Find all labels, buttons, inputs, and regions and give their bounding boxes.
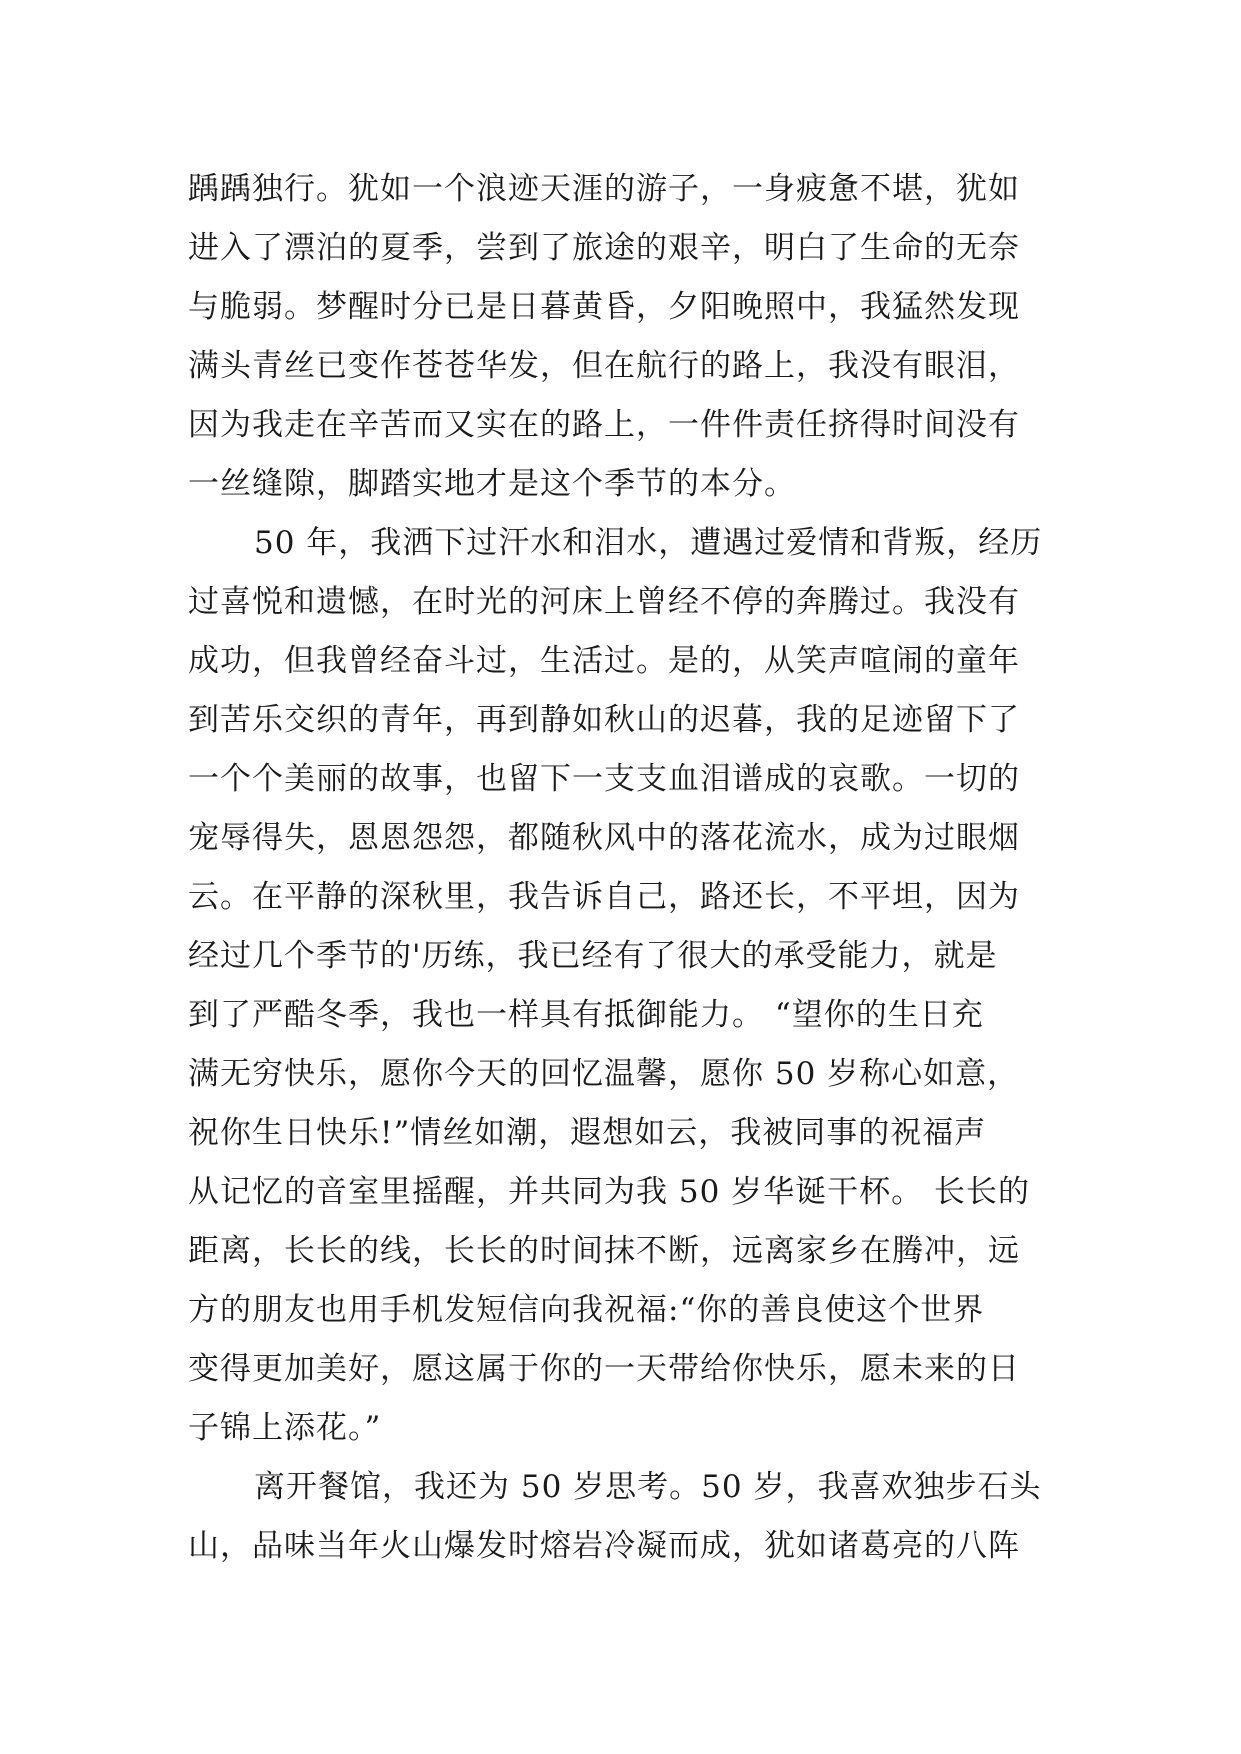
text-line: 到了严酷冬季，我也一样具有抵御能力。 “望你的生日充: [188, 997, 984, 1033]
text-line: 踽踽独行。犹如一个浪迹天涯的游子，一身疲惫不堪，犹如: [188, 171, 1020, 207]
text-line: 与脆弱。梦醒时分已是日暮黄昏，夕阳晚照中，我猛然发现: [188, 289, 1020, 325]
text-line: 成功，但我曾经奋斗过，生活过。是的，从笑声喧闹的童年: [188, 643, 1020, 679]
text-line: 山，品味当年火山爆发时熔岩冷凝而成，犹如诸葛亮的八阵: [188, 1528, 1020, 1564]
paragraph: [188, 514, 1068, 1458]
paragraph: [188, 160, 1068, 514]
text-line: 一丝缝隙，脚踏实地才是这个季节的本分。: [188, 466, 796, 502]
text-line: 经过几个季节的'历练，我已经有了很大的承受能力，就是: [188, 938, 998, 974]
text-line: 方的朋友也用手机发短信向我祝福:“你的善良使这个世界: [188, 1292, 985, 1328]
text-line: 变得更加美好，愿这属于你的一天带给你快乐，愿未来的日: [188, 1351, 1020, 1387]
text-line: 到苦乐交织的青年，再到静如秋山的迟暮，我的足迹留下了: [188, 702, 1020, 738]
text-line: 距离，长长的线，长长的时间抹不断，远离家乡在腾冲，远: [188, 1233, 1020, 1269]
text-line: 满无穷快乐，愿你今天的回忆温馨，愿你 50 岁称心如意，: [188, 1056, 1020, 1092]
text-line: 云。在平静的深秋里，我告诉自己，路还长，不平坦，因为: [188, 879, 1020, 915]
text-line: 从记忆的音室里摇醒，并共同为我 50 岁华诞干杯。 长长的: [188, 1174, 1031, 1210]
text-line: 满头青丝已变作苍苍华发，但在航行的路上，我没有眼泪，: [188, 348, 1020, 384]
text-line: 宠辱得失，恩恩怨怨，都随秋风中的落花流水，成为过眼烟: [188, 820, 1020, 856]
text-line: 进入了漂泊的夏季，尝到了旅途的艰辛，明白了生命的无奈: [188, 230, 1020, 266]
text-line: 子锦上添花。”: [188, 1410, 382, 1446]
text-line: 50 年，我洒下过汗水和泪水，遭遇过爱情和背叛，经历: [254, 525, 1043, 561]
body-text: [188, 160, 1068, 1576]
text-line: 一个个美丽的故事，也留下一支支血泪谱成的哀歌。一切的: [188, 761, 1020, 797]
text-line: 离开餐馆，我还为 50 岁思考。50 岁，我喜欢独步石头: [254, 1469, 1042, 1505]
text-line: 祝你生日快乐!”情丝如潮，遐想如云，我被同事的祝福声: [188, 1115, 987, 1151]
paragraph: [188, 1458, 1068, 1576]
text-line: 过喜悦和遗憾，在时光的河床上曾经不停的奔腾过。我没有: [188, 584, 1020, 620]
text-line: 因为我走在辛苦而又实在的路上，一件件责任挤得时间没有: [188, 407, 1020, 443]
